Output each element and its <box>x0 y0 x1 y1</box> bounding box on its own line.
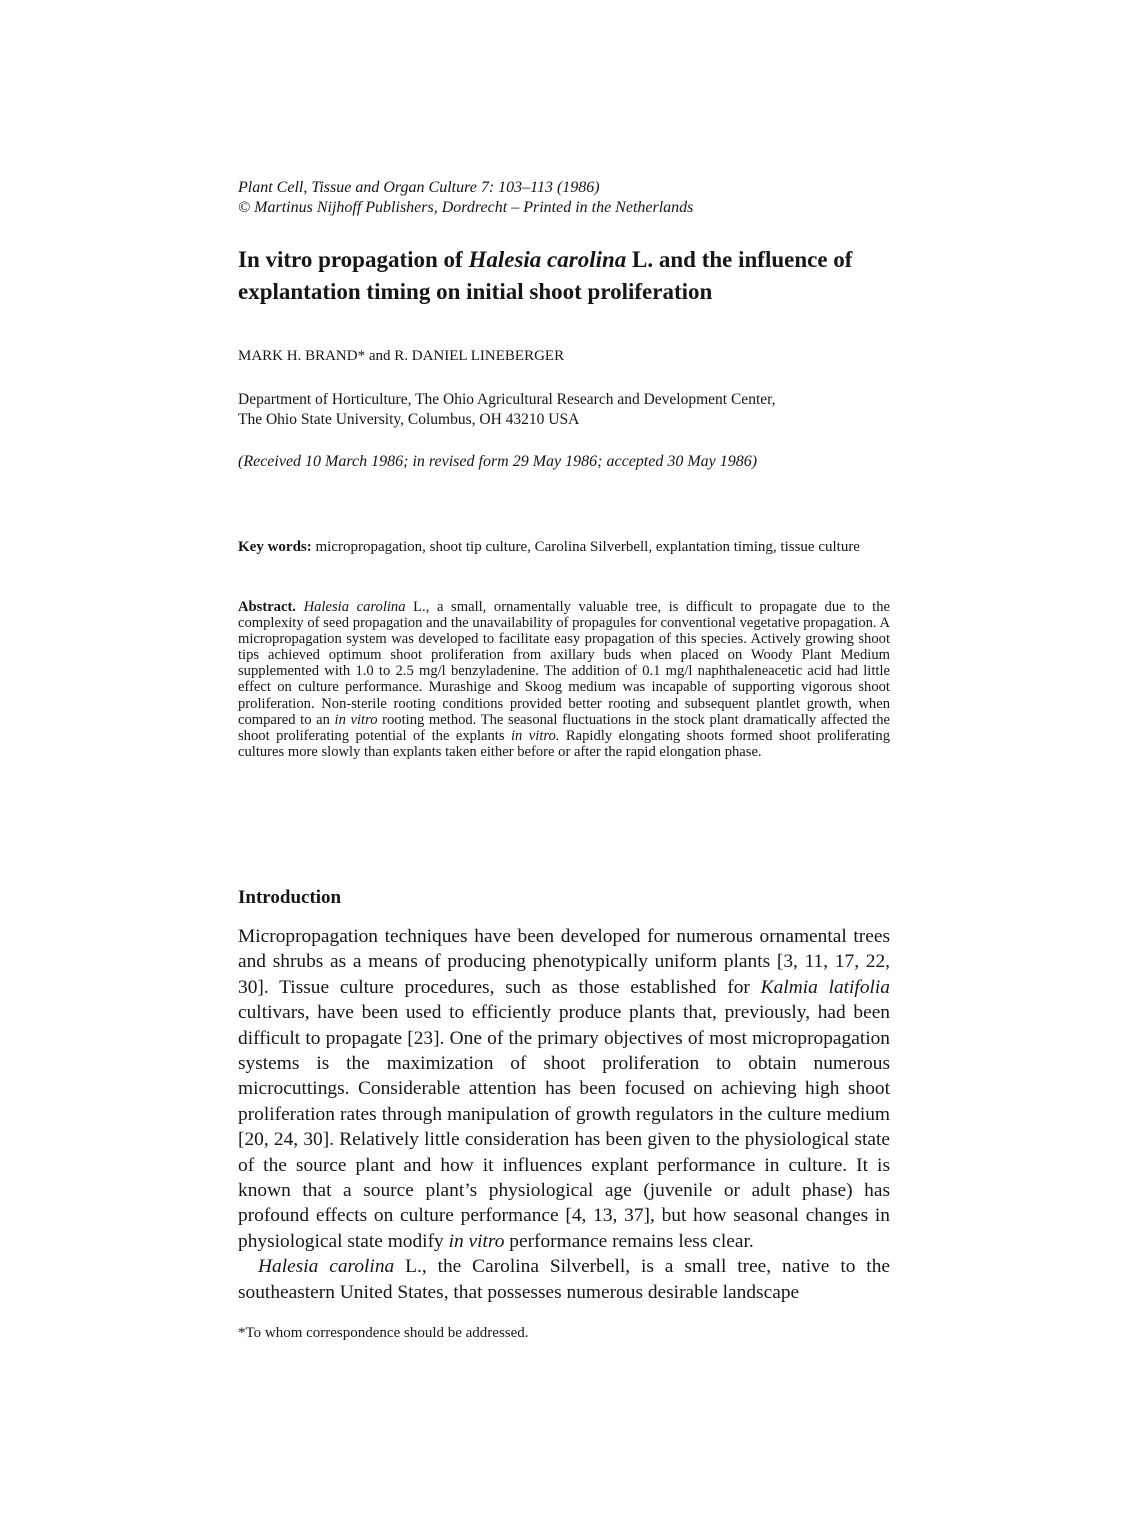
journal-line-1: Plant Cell, Tissue and Organ Culture 7: 103–113 (1986) <box>238 179 600 196</box>
intro-p1-text-b: cultivars, have been used to efficiently produce plants that, previously, had been difficult to propagate [23]. One of the primary objectives of most micropropagation systems is the maximization of shoot proliferation to obtain numerous microcuttings. Considerable attention has been focused on achieving high shoot proliferation rates through manipulation of growth regulators in the culture medium [20, 24, 30]. Relatively little consideration has been given to the physiological state of the source plant and how it influences explant performance in culture. It is known that a source plant’s physiological age (juvenile or adult phase) has profound effects on culture performance [4, 13, 37], but how seasonal changes in physiological state modify <box>238 1002 890 1252</box>
affiliation <box>238 390 776 430</box>
abstract-text-2: rooting method. The seasonal fluctuations in the stock plant dramatically affected the shoot proliferating potential of the explants <box>238 711 890 744</box>
affiliation-line-2: The Ohio State University, Columbus, OH 43210 USA <box>238 411 580 428</box>
authors: MARK H. BRAND* and R. DANIEL LINEBERGER <box>238 348 565 364</box>
introduction-body <box>238 924 890 1305</box>
footnote: *To whom correspondence should be addressed. <box>238 1325 529 1341</box>
affiliation-line-1: Department of Horticulture, The Ohio Agricultural Research and Development Center, <box>238 391 776 408</box>
title-species: Halesia carolina <box>468 247 627 272</box>
title-pre: In vitro propagation of <box>238 247 469 272</box>
abstract <box>238 599 890 760</box>
keywords-label: Key words: <box>238 539 312 555</box>
keywords-text: micropropagation, shoot tip culture, Carolina Silverbell, explantation timing, tissue culture <box>311 539 860 555</box>
intro-p2-species: Halesia carolina <box>258 1256 395 1278</box>
abstract-label: Abstract. <box>238 599 296 615</box>
keywords <box>238 538 893 557</box>
paper-title <box>238 244 898 308</box>
abstract-invitro-2: in vitro. <box>510 727 560 744</box>
abstract-text-1: L., a small, ornamentally valuable tree, is difficult to propagate due to the complexity of seed propagation and the unavailability of propagules for conventional vegetative propagation. A micropropagation system was developed to facilitate easy propagation of this species. Actively growing shoot tips achieved optimum shoot proliferation from axillary buds when placed on Woody Plant Medium supplemented with 1.0 to 2.5 mg/l benzyladenine. The addition of 0.1 mg/l naphthaleneacetic acid had little effect on culture performance. Murashige and Skoog medium was incapable of supporting vigorous shoot proliferation. Non-sterile rooting conditions provided better rooting and subsequent plantlet growth, when compared to an <box>238 599 891 728</box>
abstract-species: Halesia carolina <box>303 599 406 615</box>
title-line-2: explantation timing on initial shoot proliferation <box>238 279 713 304</box>
abstract-invitro-1: in vitro <box>334 711 378 728</box>
intro-paragraph-2 <box>238 1254 890 1305</box>
intro-p1-text-a: Micropropagation techniques have been developed for numerous ornamental trees and shrubs as a means of producing phenotypically uniform plants [3, 11, 17, 22, 30]. Tissue culture procedures, such as those established for <box>238 926 890 998</box>
journal-line-2: © Martinus Nijhoff Publishers, Dordrecht – Printed in the Netherlands <box>238 199 694 216</box>
journal-citation <box>238 178 693 218</box>
introduction-heading: Introduction <box>238 887 342 908</box>
intro-p1-invitro: in vitro <box>448 1230 505 1252</box>
abstract-text-3: Rapidly elongating shoots formed shoot proliferating cultures more slowly than explants taken either before or after the rapid elongation phase. <box>238 727 891 760</box>
intro-p2-text: L., the Carolina Silverbell, is a small tree, native to the southeastern United States, that possesses numerous desirable landscape <box>238 1256 890 1303</box>
intro-p1-species: Kalmia latifolia <box>760 976 890 998</box>
received-dates: (Received 10 March 1986; in revised form 29 May 1986; accepted 30 May 1986) <box>238 453 758 470</box>
intro-paragraph-1 <box>238 924 890 1254</box>
title-post: L. and the influence of <box>626 247 853 272</box>
intro-p1-text-c: performance remains less clear. <box>504 1230 754 1252</box>
